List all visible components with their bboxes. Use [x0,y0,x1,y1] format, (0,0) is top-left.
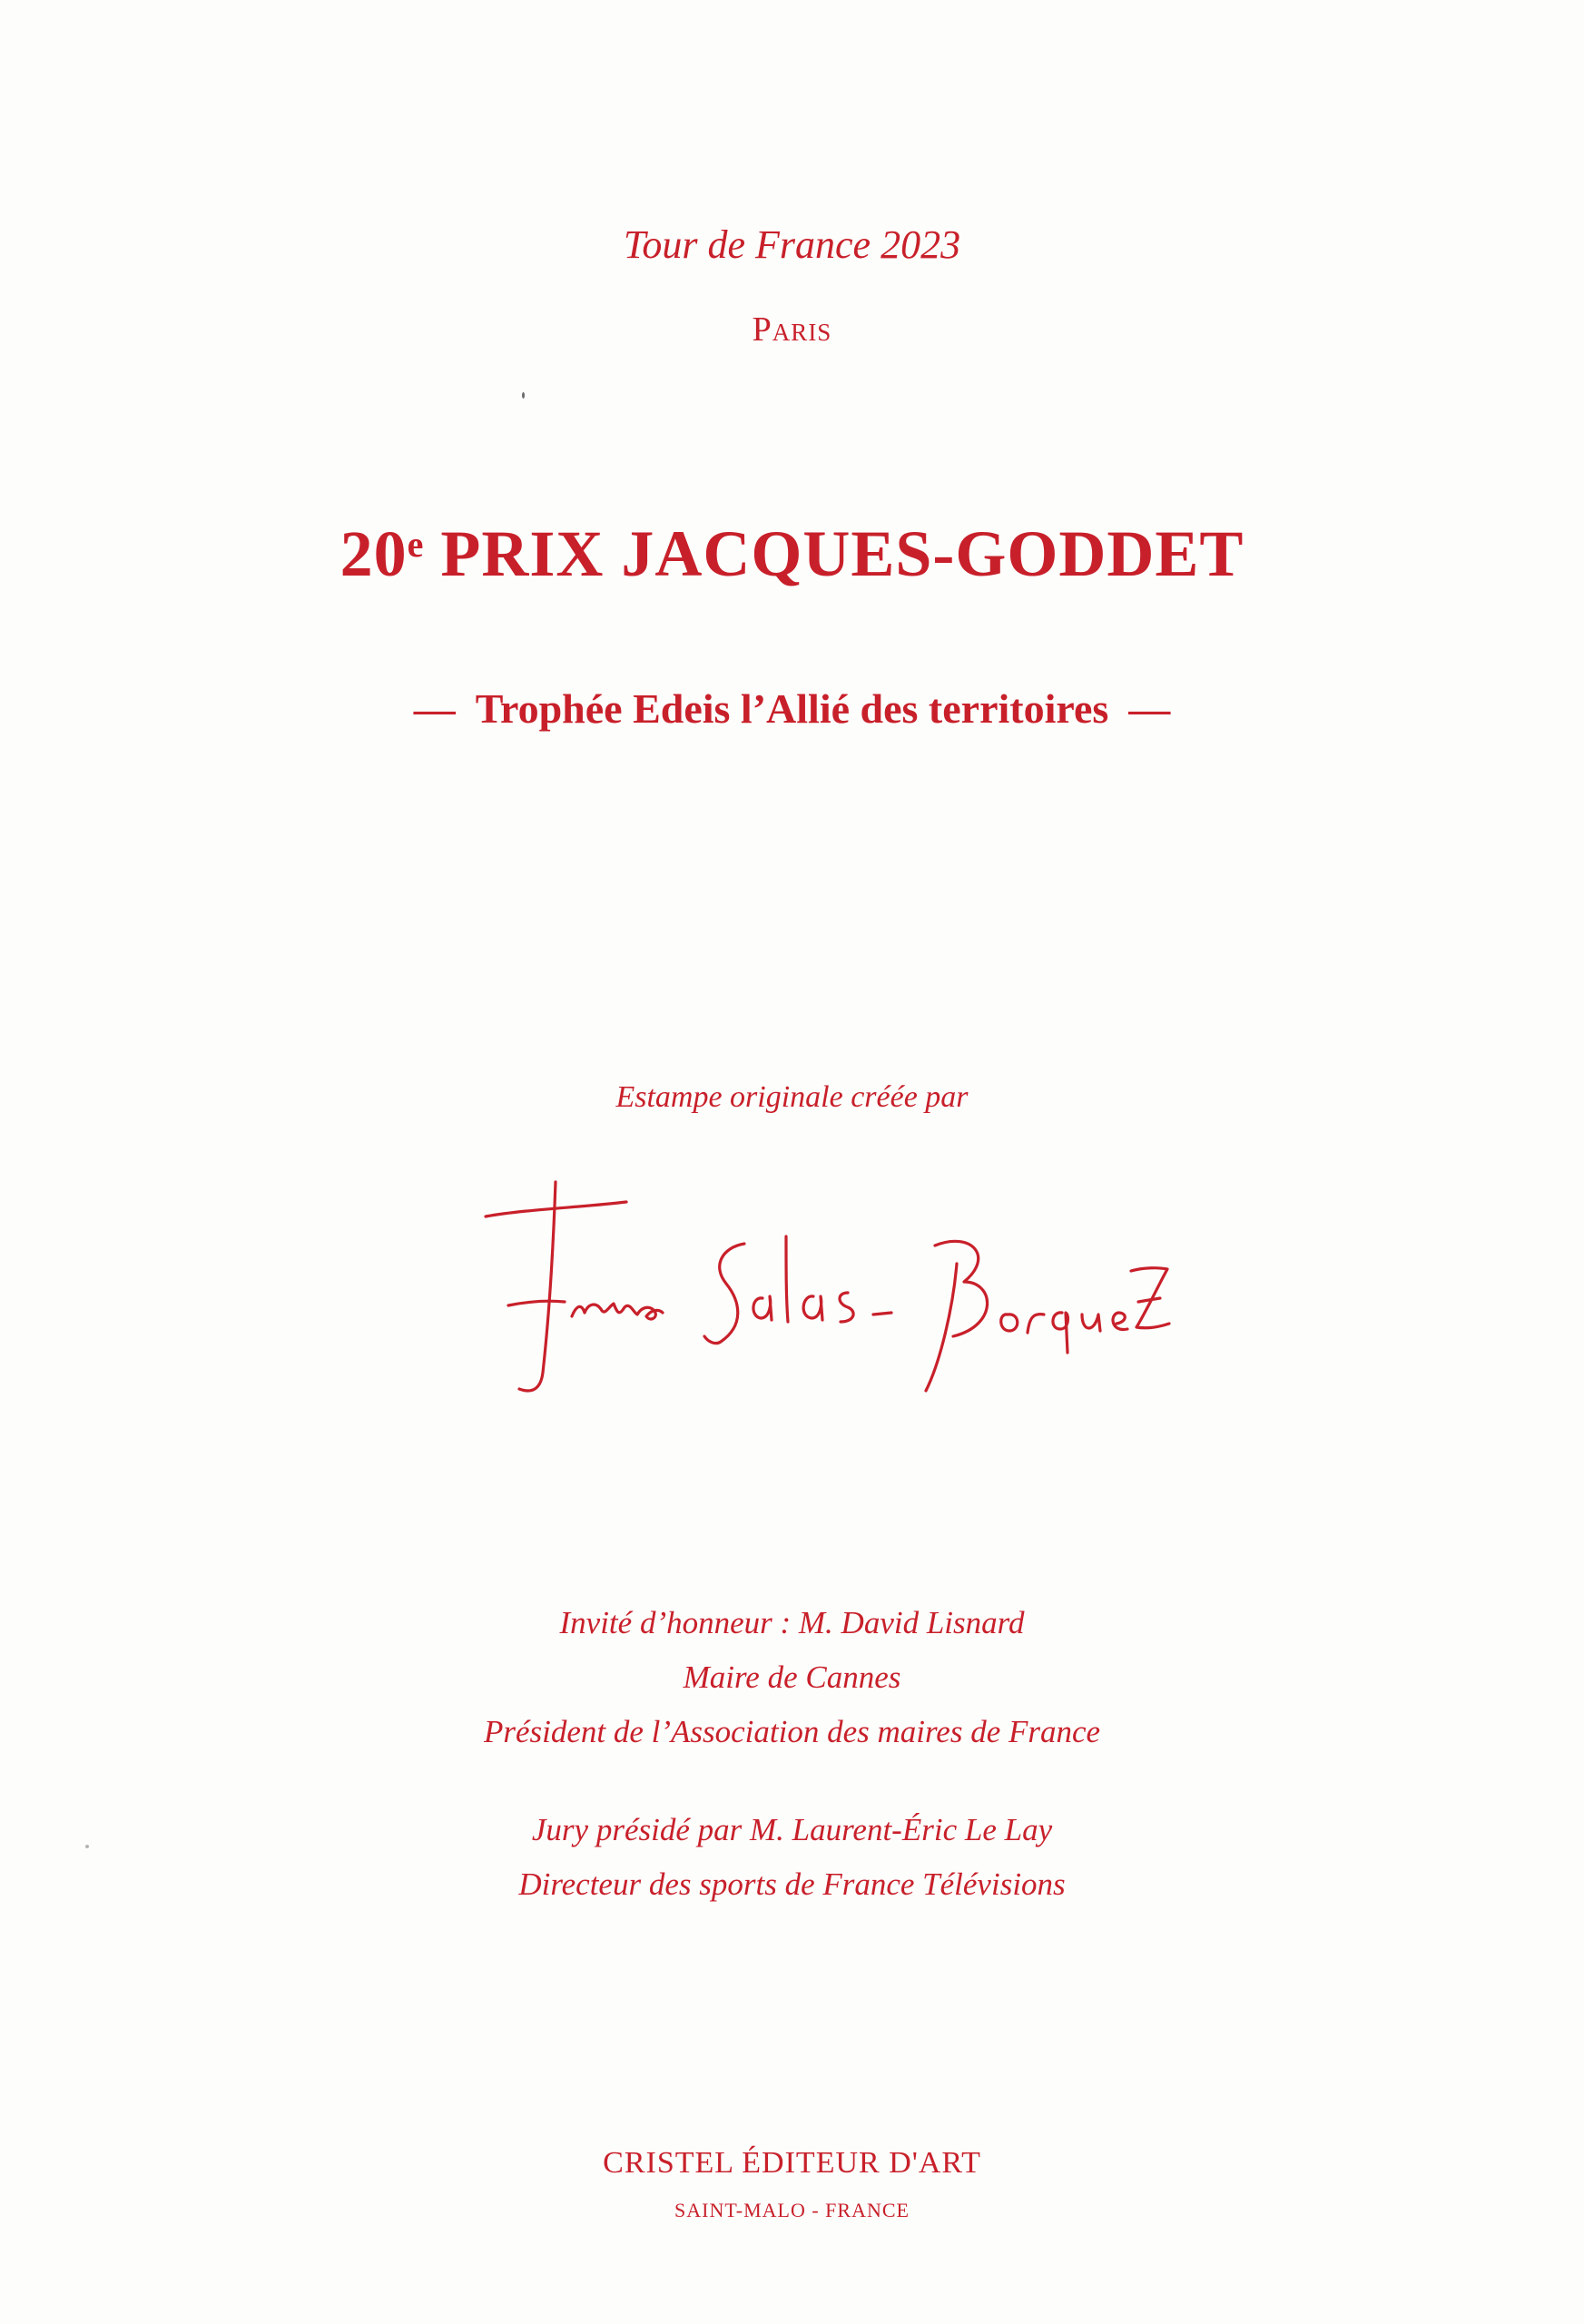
event-city: Paris [752,310,832,349]
trophy-name: Trophée Edeis l’Allié des territoires [475,685,1109,732]
artist-signature [481,1180,1171,1416]
prize-ordinal-suffix: e [407,524,424,565]
prize-title [0,517,1584,590]
publisher-name: CRISTEL ÉDITEUR D'ART [603,2146,981,2180]
artist-credit-label: Estampe originale créée par [615,1080,969,1114]
trophy-dash-left: — [413,685,456,732]
jury-president-title: Directeur des sports de France Télévisions [518,1866,1066,1902]
paper-speck [85,1845,89,1848]
publisher-location: SAINT-MALO - FRANCE [674,2199,910,2221]
trophy-dash-right: — [1128,685,1171,732]
guest-title-mayor: Maire de Cannes [683,1659,901,1695]
guest-of-honour: Invité d’honneur : M. David Lisnard [559,1605,1025,1640]
prize-name: PRIX JACQUES-GODDET [440,517,1245,590]
paper-speck [522,392,525,399]
guest-title-president: Président de l’Association des maires de France [483,1714,1101,1749]
jury-president: Jury présidé par M. Laurent-Éric Le Lay [531,1812,1053,1847]
event-title: Tour de France 2023 [623,222,961,267]
trophy-subtitle [0,685,1584,732]
prize-number: 20 [339,517,408,590]
